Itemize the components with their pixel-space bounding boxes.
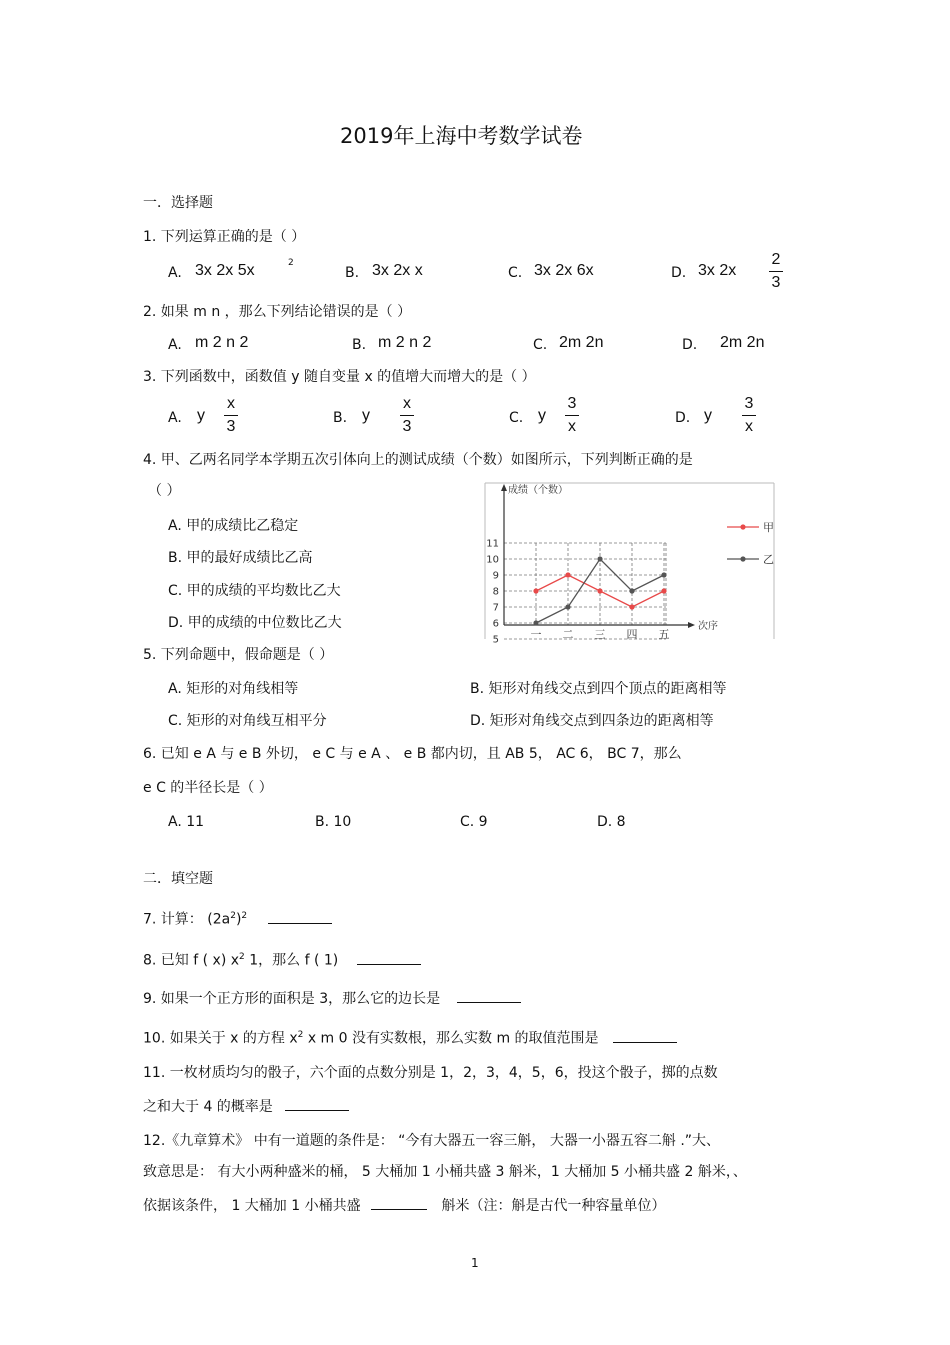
q4-option-c: C. 甲的成绩的平均数比乙大 xyxy=(168,583,341,599)
q10-post: x m 0 没有实数根，那么实数 m 的取值范围是 xyxy=(303,1030,599,1047)
q3-option-d-fraction xyxy=(742,395,756,436)
question-11-line1: 11. 一枚材质均匀的骰子，六个面的点数分别是 1，2，3，4，5，6，投这个骰子，掷的点数 xyxy=(143,1065,718,1081)
q1-option-d-label: D. xyxy=(671,265,687,281)
question-1-stem: 1. 下列运算正确的是（ ） xyxy=(143,229,306,245)
q1-option-d-fraction xyxy=(769,251,783,292)
q2-option-a-expr: m 2 n 2 xyxy=(195,334,249,351)
q1-option-a-expr: 3x 2x 5x xyxy=(195,262,255,279)
question-7 xyxy=(143,907,332,929)
series-point-0 xyxy=(629,604,634,609)
question-12-line2: 致意思是： 有大小两种盛米的桶， 5 大桶加 1 小桶共盛 3 斛米，1 大桶加 5 小桶共盛 2 斛米，、 xyxy=(143,1164,747,1180)
q3-b-numerator: x xyxy=(403,395,411,412)
section-heading-fill: 二．填空题 xyxy=(143,871,213,887)
chart-legend xyxy=(727,521,774,566)
series-point-0 xyxy=(597,588,602,593)
q3-option-b-fraction xyxy=(400,395,414,436)
q1-d-denominator: 3 xyxy=(771,274,781,291)
y-tick-label: 5 xyxy=(492,634,499,646)
y-tick-label: 9 xyxy=(492,570,499,582)
q3-d-denominator: x xyxy=(745,418,753,435)
q1-option-d-expr: 3x 2x xyxy=(698,262,737,279)
q2-option-a-label: A. xyxy=(168,337,182,353)
question-6-line1: 6. 已知 e A 与 e B 外切， e C 与 e A 、 e B 都内切，且 AB 5， AC 6， BC 7，那么 xyxy=(143,746,682,762)
q1-option-b-expr: 3x 2x x xyxy=(372,262,423,279)
question-9 xyxy=(143,988,521,1008)
question-4-stem: 4. 甲、乙两名同学本学期五次引体向上的测试成绩（个数）如图所示，下列判断正确的是 xyxy=(143,452,693,468)
fraction-bar xyxy=(400,415,414,416)
x-axis-label: 次序 xyxy=(698,621,718,632)
q11-answer-blank[interactable] xyxy=(285,1096,349,1111)
x-tick-label: 四 xyxy=(626,628,638,641)
q7-mid: ) xyxy=(235,911,242,928)
q10-exp: 2 xyxy=(297,1030,304,1040)
q3-option-c-fraction xyxy=(565,395,579,436)
y-axis-label: 成绩（个数） xyxy=(508,485,568,496)
question-12-line3 xyxy=(143,1195,666,1215)
page-number: 1 xyxy=(471,1256,479,1270)
q2-option-c-expr: 2m 2n xyxy=(559,334,604,351)
q3-option-a-label: A. xyxy=(168,410,182,426)
q4-option-a: A. 甲的成绩比乙稳定 xyxy=(168,518,299,534)
x-tick-label: 一 xyxy=(530,628,542,641)
question-4-paren: （ ） xyxy=(148,483,181,499)
q2-option-c-label: C. xyxy=(533,337,548,353)
q4-option-b: B. 甲的最好成绩比乙高 xyxy=(168,550,313,566)
q12-answer-blank[interactable] xyxy=(371,1195,427,1210)
q12-line3-tail: 斛米（注：斛是古代一种容量单位） xyxy=(441,1198,666,1214)
q11-line2-text: 之和大于 4 的概率是 xyxy=(143,1099,273,1115)
y-axis-arrow-icon xyxy=(501,484,507,491)
series-point-1 xyxy=(565,604,570,609)
question-8 xyxy=(143,948,421,970)
q3-option-d-y: y xyxy=(704,407,712,424)
legend-marker-0 xyxy=(740,524,745,529)
q6-option-c: C. 9 xyxy=(460,814,488,830)
q7-exp1: 2 xyxy=(230,911,236,921)
x-tick-label: 五 xyxy=(658,628,670,641)
q2-option-d-expr: 2m 2n xyxy=(720,334,765,351)
fraction-bar xyxy=(769,271,783,272)
q3-a-numerator: x xyxy=(227,395,235,412)
q3-option-d-label: D. xyxy=(675,410,691,426)
q2-option-d-label: D. xyxy=(682,337,698,353)
question-6-line2: e C 的半径长是（ ） xyxy=(143,780,273,796)
series-point-1 xyxy=(533,620,538,625)
q7-answer-blank[interactable] xyxy=(268,909,332,924)
fraction-bar xyxy=(742,415,756,416)
y-tick-label: 11 xyxy=(486,538,499,550)
q7-exp2: 2 xyxy=(241,911,248,921)
q12-line3-text: 依据该条件， 1 大桶加 1 小桶共盛 xyxy=(143,1198,361,1214)
q6-option-b: B. 10 xyxy=(315,814,352,830)
series-point-1 xyxy=(629,588,634,593)
fraction-bar xyxy=(565,415,579,416)
fraction-bar xyxy=(224,415,238,416)
legend-label-0: 甲 xyxy=(763,521,774,534)
q10-answer-blank[interactable] xyxy=(613,1028,677,1043)
q3-a-denominator: 3 xyxy=(226,418,236,435)
q1-option-c-expr: 3x 2x 6x xyxy=(534,262,594,279)
q3-c-denominator: x xyxy=(568,418,576,435)
question-5-stem: 5. 下列命题中，假命题是（ ） xyxy=(143,647,334,663)
series-point-0 xyxy=(533,588,538,593)
y-tick-label: 6 xyxy=(492,618,499,630)
q3-option-b-y: y xyxy=(362,407,370,424)
series-point-0 xyxy=(565,572,570,577)
q1-option-c-label: C. xyxy=(508,265,523,281)
x-tick-label: 三 xyxy=(594,628,606,641)
series-point-0 xyxy=(661,588,666,593)
q3-option-c-y: y xyxy=(538,407,546,424)
q10-pre: 10. 如果关于 x 的方程 x xyxy=(143,1030,298,1047)
q3-option-c-label: C. xyxy=(509,410,524,426)
question-2-stem: 2. 如果 m n ，那么下列结论错误的是（ ） xyxy=(143,304,412,320)
q2-option-b-label: B. xyxy=(352,337,367,353)
q3-option-a-y: y xyxy=(197,407,205,424)
q7-pre: 7. 计算： (2a xyxy=(143,911,231,928)
score-line-chart xyxy=(484,481,776,646)
y-tick-label: 10 xyxy=(486,554,499,566)
q5-option-c: C. 矩形的对角线互相平分 xyxy=(168,713,327,729)
q8-pre: 8. 已知 f ( x) x xyxy=(143,952,240,969)
page-title: 2019年上海中考数学试卷 xyxy=(340,124,583,148)
q3-d-numerator: 3 xyxy=(744,395,754,412)
series-point-1 xyxy=(661,572,666,577)
q1-d-numerator: 2 xyxy=(771,251,781,268)
series-point-1 xyxy=(597,556,602,561)
question-3-stem: 3. 下列函数中，函数值 y 随自变量 x 的值增大而增大的是（ ） xyxy=(143,369,536,385)
q1-option-a-label: A. xyxy=(168,265,182,281)
x-tick-label: 二 xyxy=(562,628,574,641)
question-12-line1: 12.《九章算术》 中有一道题的条件是： “今有大器五一容三斛， 大器一小器五容二斛 .”大、 xyxy=(143,1133,721,1149)
section-heading-choice: 一．选择题 xyxy=(143,195,213,211)
legend-marker-1 xyxy=(740,556,745,561)
q5-option-a: A. 矩形的对角线相等 xyxy=(168,681,299,697)
q5-option-b: B. 矩形对角线交点到四个顶点的距离相等 xyxy=(470,681,727,697)
q8-post: 1，那么 f ( 1) xyxy=(244,952,339,969)
q8-answer-blank[interactable] xyxy=(357,950,421,965)
q3-option-b-label: B. xyxy=(333,410,348,426)
q3-c-numerator: 3 xyxy=(567,395,577,412)
x-axis-arrow-icon xyxy=(688,622,695,628)
y-tick-label: 8 xyxy=(492,586,499,598)
y-tick-label: 7 xyxy=(492,602,499,614)
y-tick-labels xyxy=(486,539,499,646)
q9-text: 9. 如果一个正方形的面积是 3，那么它的边长是 xyxy=(143,991,441,1007)
question-11-line2 xyxy=(143,1096,349,1116)
question-10 xyxy=(143,1026,677,1048)
q6-option-d: D. 8 xyxy=(597,814,626,830)
q3-option-a-fraction xyxy=(224,395,238,436)
legend-label-1: 乙 xyxy=(763,553,774,566)
q6-option-a: A. 11 xyxy=(168,814,205,830)
q3-b-denominator: 3 xyxy=(402,418,412,435)
q1-option-a-exponent: 2 xyxy=(288,258,294,268)
q9-answer-blank[interactable] xyxy=(457,988,521,1003)
q4-option-d: D. 甲的成绩的中位数比乙大 xyxy=(168,615,342,631)
q1-option-b-label: B. xyxy=(345,265,360,281)
q5-option-d: D. 矩形对角线交点到四条边的距离相等 xyxy=(470,713,714,729)
q2-option-b-expr: m 2 n 2 xyxy=(378,334,432,351)
q8-exp: 2 xyxy=(239,952,245,962)
